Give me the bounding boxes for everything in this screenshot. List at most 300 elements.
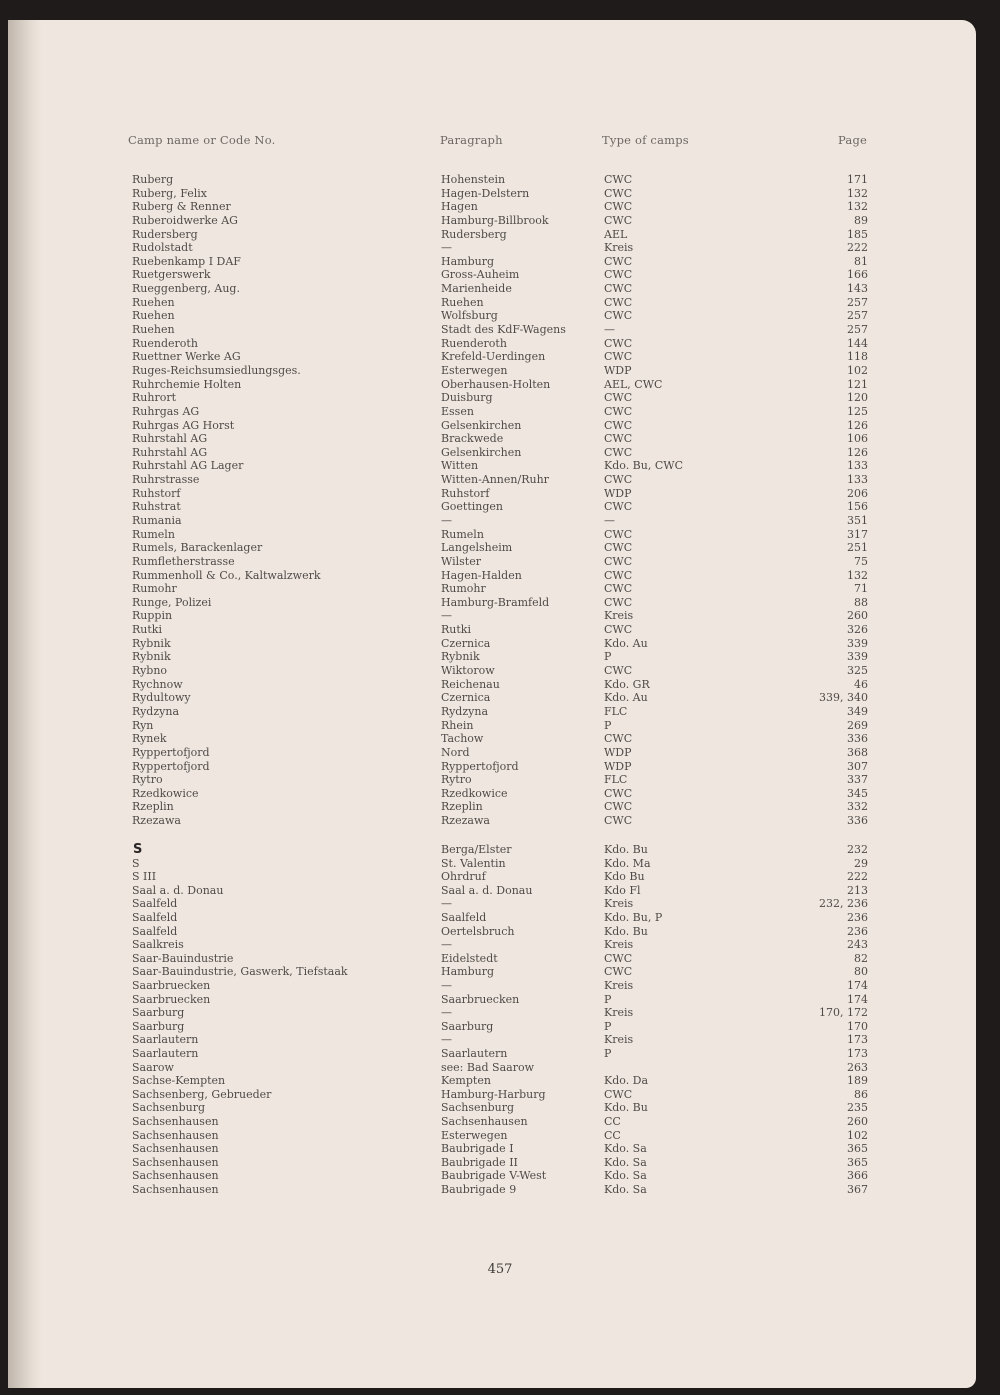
camp-type: CWC: [604, 568, 633, 582]
table-row: [0, 1183, 1000, 1197]
paragraph: Czernica: [441, 691, 491, 705]
page-ref: 236: [847, 924, 868, 938]
table-row: [0, 965, 1000, 979]
camp-name: Rybnik: [132, 636, 171, 650]
paragraph: Langelsheim: [441, 541, 513, 555]
page-ref: 339: [847, 636, 868, 650]
paragraph: Duisburg: [441, 391, 493, 405]
paragraph: Rydzyna: [441, 704, 488, 718]
paragraph: Rumeln: [441, 527, 484, 541]
paragraph: Baubrigade I: [441, 1142, 514, 1156]
table-row: [0, 1006, 1000, 1020]
paragraph: Oberhausen-Holten: [441, 377, 551, 391]
paragraph: Rumohr: [441, 582, 486, 596]
paragraph: Tachow: [441, 732, 484, 746]
camp-name: Rybno: [132, 664, 168, 678]
camp-name: Saarburg: [132, 1006, 185, 1020]
camp-name: Ruhrstahl AG: [132, 432, 208, 446]
camp-name: Ruhrort: [132, 391, 177, 405]
table-row: [0, 925, 1000, 939]
camp-type: CWC: [604, 173, 633, 186]
camp-type: CWC: [604, 268, 633, 282]
page-ref: 351: [847, 514, 868, 527]
camp-name: Saar-Bauindustrie, Gaswerk, Tiefstaak: [132, 965, 348, 979]
paragraph: Rhein: [441, 718, 474, 732]
table-row: [0, 637, 1000, 651]
page-ref: 366: [847, 1169, 868, 1183]
page-ref: 260: [847, 1115, 868, 1128]
page-ref: 257: [847, 295, 868, 309]
table-row: [0, 528, 1000, 542]
page-ref: 80: [854, 965, 868, 979]
table-row: [0, 719, 1000, 733]
camp-type: Kdo. Sa: [604, 1155, 647, 1169]
page-ref: 71: [854, 582, 868, 596]
page-ref: 143: [847, 282, 868, 296]
page-ref: 326: [847, 623, 868, 637]
camp-name: Saarlautern: [132, 1033, 199, 1047]
camp-name: Ruehen: [132, 295, 175, 309]
camp-name: Rytro: [132, 773, 163, 787]
camp-name: Rzezawa: [132, 814, 181, 828]
table-row: [0, 993, 1000, 1007]
paragraph: Rybnik: [441, 650, 480, 664]
page-ref: 173: [847, 1033, 868, 1047]
camp-name: Ruppin: [132, 609, 173, 623]
page-ref: 46: [854, 677, 868, 691]
camp-name: Sachse-Kempten: [132, 1074, 226, 1088]
camp-name: Ruhstrat: [132, 500, 181, 514]
page-ref: 337: [847, 773, 868, 787]
camp-type: CWC: [604, 582, 633, 596]
paragraph: Gross-Auheim: [441, 268, 520, 282]
page-ref: 189: [847, 1074, 868, 1088]
page-ref: 243: [847, 938, 868, 952]
camp-name: S: [132, 856, 140, 870]
camp-type: CWC: [604, 527, 633, 541]
paragraph: Sachsenburg: [441, 1101, 515, 1115]
table-row: [0, 473, 1000, 487]
camp-type: Kreis: [604, 897, 634, 911]
paragraph: Eidelstedt: [441, 951, 498, 965]
camp-name: Ryn: [132, 718, 154, 732]
camp-type: P: [604, 1019, 612, 1033]
camp-name: Sachsenburg: [132, 1101, 206, 1115]
page-ref: 349: [847, 704, 868, 718]
camp-type: CWC: [604, 541, 633, 555]
camp-type: CWC: [604, 814, 633, 828]
page-ref: 339, 340: [819, 691, 868, 705]
page-ref: 336: [847, 732, 868, 746]
paragraph: Saarbruecken: [441, 992, 520, 1006]
camp-name: Saar-Bauindustrie: [132, 951, 234, 965]
page-ref: 133: [847, 459, 868, 473]
camp-type: Kdo. Sa: [604, 1142, 647, 1156]
page-ref: 317: [847, 527, 868, 541]
table-row: [0, 255, 1000, 269]
page-ref: 75: [854, 554, 868, 568]
camp-name: Ruberoidwerke AG: [132, 213, 238, 227]
camp-type: FLC: [604, 773, 628, 787]
table-row: [0, 1074, 1000, 1088]
page-ref: 132: [847, 568, 868, 582]
header-page: Page: [838, 133, 868, 147]
camp-name: Sachsenberg, Gebrueder: [132, 1087, 272, 1101]
camp-type: CWC: [604, 623, 633, 637]
paragraph: Berga/Elster: [441, 843, 512, 856]
table-row: [0, 884, 1000, 898]
camp-type: CWC: [604, 282, 633, 296]
camp-type: CWC: [604, 391, 633, 405]
paragraph: Baubrigade V-West: [441, 1169, 547, 1183]
page-ref: 106: [847, 432, 868, 446]
table-row: [0, 555, 1000, 569]
table-row: [0, 487, 1000, 501]
table-row: [0, 1033, 1000, 1047]
camp-type: CC: [604, 1128, 621, 1142]
paragraph: Hagen-Delstern: [441, 186, 530, 200]
paragraph: Hamburg-Billbrook: [441, 213, 549, 227]
camp-type: CWC: [604, 965, 633, 979]
camp-type: P: [604, 1047, 612, 1060]
camp-type: CWC: [604, 350, 633, 364]
paragraph: Hamburg-Harburg: [441, 1087, 546, 1101]
paragraph: Oertelsbruch: [441, 924, 515, 938]
camp-type: CWC: [604, 951, 633, 965]
paragraph: Saarlautern: [441, 1047, 508, 1060]
table-row: [0, 459, 1000, 473]
paragraph: Wiktorow: [441, 664, 495, 678]
page-ref: 213: [847, 883, 868, 897]
camp-name: Sachsenhausen: [132, 1142, 219, 1156]
page-ref: 156: [847, 500, 868, 514]
table-row: [0, 337, 1000, 351]
table-row: [0, 1101, 1000, 1115]
camp-name: Ruenderoth: [132, 336, 198, 350]
header-paragraph: Paragraph: [440, 133, 503, 147]
camp-name: Rudolstadt: [132, 241, 193, 255]
table-row: [0, 705, 1000, 719]
camp-name: Runge, Polizei: [132, 595, 212, 609]
table-row: [0, 200, 1000, 214]
table-row: [0, 732, 1000, 746]
camp-type: Kdo. Au: [604, 691, 648, 705]
paragraph: Stadt des KdF-Wagens: [441, 323, 566, 337]
camp-type: P: [604, 992, 612, 1006]
paragraph: Rutki: [441, 623, 471, 637]
table-row: [0, 364, 1000, 378]
camp-type: AEL, CWC: [604, 377, 663, 391]
page-number: 457: [487, 1262, 513, 1277]
paragraph: Brackwede: [441, 432, 504, 446]
page-ref: 170, 172: [819, 1006, 868, 1020]
camp-type: CWC: [604, 786, 633, 800]
page-ref: 365: [847, 1155, 868, 1169]
table-row: [0, 760, 1000, 774]
page-ref: 307: [847, 759, 868, 773]
page-ref: 144: [847, 336, 868, 350]
table-row: [0, 228, 1000, 242]
camp-type: CWC: [604, 732, 633, 746]
table-row: [0, 870, 1000, 884]
page-ref: 251: [847, 541, 868, 555]
camp-name: Sachsenhausen: [132, 1155, 219, 1169]
table-row: [0, 323, 1000, 337]
table-row: [0, 650, 1000, 664]
page-ref: 86: [854, 1087, 868, 1101]
page-ref: 102: [847, 363, 868, 377]
camp-name: Ruberg: [132, 173, 174, 186]
camp-name: Sachsenhausen: [132, 1128, 219, 1142]
table-row: [0, 173, 1000, 187]
page-ref: 81: [854, 254, 868, 268]
page-ref: 166: [847, 268, 868, 282]
camp-type: Kdo Bu: [604, 870, 645, 884]
camp-name: Rueggenberg, Aug.: [132, 282, 240, 296]
table-row: [0, 432, 1000, 446]
table-row: [0, 609, 1000, 623]
camp-name: Ruhrchemie Holten: [132, 377, 242, 391]
table-row: [0, 938, 1000, 952]
camp-name: Ruettner Werke AG: [132, 350, 241, 364]
camp-type: WDP: [604, 486, 632, 500]
camp-name: Saarburg: [132, 1019, 185, 1033]
paragraph: Esterwegen: [441, 363, 508, 377]
camp-type: Kdo. GR: [604, 677, 650, 691]
camp-name: Saal a. d. Donau: [132, 883, 224, 897]
table-row: [0, 282, 1000, 296]
camp-name: Ruebenkamp I DAF: [132, 254, 241, 268]
camp-type: Kdo Fl: [604, 883, 641, 897]
camp-name: Rumfletherstrasse: [132, 554, 235, 568]
paragraph: Goettingen: [441, 500, 503, 514]
table-row: [0, 419, 1000, 433]
table-row: [0, 911, 1000, 925]
paragraph: Essen: [441, 404, 474, 418]
paragraph: Czernica: [441, 636, 491, 650]
camp-name: Rybnik: [132, 650, 171, 664]
camp-type: Kdo. Au: [604, 636, 648, 650]
paragraph: —: [441, 609, 452, 623]
camp-name: Rumels, Barackenlager: [132, 541, 263, 555]
page-ref: 336: [847, 814, 868, 828]
page-ref: 170: [847, 1019, 868, 1033]
camp-type: FLC: [604, 704, 628, 718]
paragraph: Witten-Annen/Ruhr: [441, 473, 549, 487]
camp-type: CC: [604, 1115, 621, 1128]
camp-name: Saarbruecken: [132, 979, 211, 992]
camp-type: Kreis: [604, 938, 634, 952]
table-row: [0, 952, 1000, 966]
paragraph: Rzeplin: [441, 800, 483, 814]
page-ref: 174: [847, 979, 868, 992]
paragraph: Marienheide: [441, 282, 512, 296]
camp-type: CWC: [604, 200, 633, 214]
page-ref: 232: [847, 843, 868, 856]
paragraph: —: [441, 897, 452, 911]
table-row: [0, 582, 1000, 596]
page-ref: 339: [847, 650, 868, 664]
paragraph: Hohenstein: [441, 173, 506, 186]
table-row: [0, 1169, 1000, 1183]
paragraph: Gelsenkirchen: [441, 445, 522, 459]
paragraph: Ruhstorf: [441, 486, 490, 500]
paragraph: Rudersberg: [441, 227, 507, 241]
table-row: [0, 378, 1000, 392]
paragraph: —: [441, 241, 452, 255]
camp-type: P: [604, 650, 612, 664]
camp-type: CWC: [604, 800, 633, 814]
camp-type: Kdo. Bu: [604, 1101, 648, 1115]
paragraph: Rytro: [441, 773, 472, 787]
camp-name: Ruehen: [132, 323, 175, 337]
header-type: Type of camps: [602, 133, 689, 147]
paragraph: Ohrdruf: [441, 870, 486, 884]
camp-type: CWC: [604, 186, 633, 200]
page-ref: 102: [847, 1128, 868, 1142]
paragraph: —: [441, 1033, 452, 1047]
camp-name: Ruetgerswerk: [132, 268, 211, 282]
camp-type: CWC: [604, 473, 633, 487]
camp-type: CWC: [604, 554, 633, 568]
table-row: [0, 1020, 1000, 1034]
camp-name: Ruhrstrasse: [132, 473, 200, 487]
camp-type: CWC: [604, 336, 633, 350]
camp-name: Rummenholl & Co., Kaltwalzwerk: [132, 568, 321, 582]
table-row: [0, 800, 1000, 814]
paragraph: St. Valentin: [441, 856, 506, 870]
paragraph: —: [441, 514, 452, 527]
table-row: [0, 1142, 1000, 1156]
paragraph: Witten: [441, 459, 479, 473]
paragraph: Hamburg: [441, 965, 495, 979]
page-ref: 222: [847, 870, 868, 884]
camp-name: Saarlautern: [132, 1047, 199, 1060]
paragraph: Esterwegen: [441, 1128, 508, 1142]
camp-type: CWC: [604, 213, 633, 227]
table-row: [0, 746, 1000, 760]
page-ref: 82: [854, 951, 868, 965]
camp-name: Rydultowy: [132, 691, 191, 705]
table-row: [0, 214, 1000, 228]
camp-name: Ruhrgas AG Horst: [132, 418, 235, 432]
camp-type: Kreis: [604, 979, 634, 992]
camp-name: Ruberg & Renner: [132, 200, 231, 214]
camp-type: WDP: [604, 745, 632, 759]
table-row: [0, 678, 1000, 692]
camp-name: Sachsenhausen: [132, 1169, 219, 1183]
camp-type: CWC: [604, 432, 633, 446]
paragraph: Hamburg-Bramfeld: [441, 595, 550, 609]
camp-name: Rumohr: [132, 582, 177, 596]
table-row: [0, 1061, 1000, 1075]
camp-name: Saalkreis: [132, 938, 184, 952]
table-row: [0, 1156, 1000, 1170]
camp-name: Rynek: [132, 732, 167, 746]
page-ref: 235: [847, 1101, 868, 1115]
page-ref: 173: [847, 1047, 868, 1060]
camp-name: Ruges-Reichsumsiedlungsges.: [132, 363, 301, 377]
page-ref: 89: [854, 213, 868, 227]
table-row: [0, 1115, 1000, 1129]
table-row: [0, 500, 1000, 514]
camp-name: Rumania: [132, 514, 182, 527]
page-ref: 257: [847, 323, 868, 337]
camp-name: Saarbruecken: [132, 992, 211, 1006]
camp-name: Saalfeld: [132, 924, 178, 938]
page-ref: 345: [847, 786, 868, 800]
page-ref: 257: [847, 309, 868, 323]
paragraph: Hagen-Halden: [441, 568, 522, 582]
camp-type: —: [604, 514, 615, 527]
paragraph: Wilster: [441, 554, 481, 568]
table-row: [0, 241, 1000, 255]
paragraph: Rzedkowice: [441, 786, 508, 800]
paragraph: Rzezawa: [441, 814, 490, 828]
table-row: [0, 1129, 1000, 1143]
camp-type: Kdo. Bu, CWC: [604, 459, 683, 473]
camp-name: S III: [132, 870, 157, 884]
paragraph: Wolfsburg: [441, 309, 498, 323]
paragraph: Saarburg: [441, 1019, 494, 1033]
page-ref: 206: [847, 486, 868, 500]
camp-type: Kdo. Bu: [604, 924, 648, 938]
paragraph: Baubrigade II: [441, 1155, 518, 1169]
camp-name: Ruberg, Felix: [132, 186, 207, 200]
table-row: [0, 268, 1000, 282]
camp-name: Sachsenhausen: [132, 1183, 219, 1196]
camp-type: Kreis: [604, 609, 634, 623]
paragraph: Ruehen: [441, 295, 484, 309]
paragraph: Krefeld-Uerdingen: [441, 350, 546, 364]
camp-type: CWC: [604, 664, 633, 678]
camp-type: Kdo. Bu, P: [604, 911, 663, 924]
paragraph: Hagen: [441, 200, 478, 214]
paragraph: Ryppertofjord: [441, 759, 519, 773]
table-row: [0, 187, 1000, 201]
page-ref: 365: [847, 1142, 868, 1156]
camp-type: CWC: [604, 595, 633, 609]
camp-name: Ruhrstahl AG Lager: [132, 459, 244, 473]
camp-name: Rzedkowice: [132, 786, 199, 800]
camp-name: Saalfeld: [132, 911, 178, 924]
table-row: [0, 350, 1000, 364]
table-row: [0, 309, 1000, 323]
camp-type: WDP: [604, 363, 632, 377]
paragraph: —: [441, 938, 452, 952]
camp-name: Rudersberg: [132, 227, 198, 241]
camp-type: Kdo. Sa: [604, 1183, 647, 1196]
camp-type: Kdo. Ma: [604, 856, 651, 870]
camp-type: CWC: [604, 1087, 633, 1101]
camp-name: Ruhrstahl AG: [132, 445, 208, 459]
camp-type: CWC: [604, 445, 633, 459]
paragraph: Hamburg: [441, 254, 495, 268]
camp-name: Rychnow: [132, 677, 183, 691]
table-row: [0, 446, 1000, 460]
camp-name: Rumeln: [132, 527, 175, 541]
camp-type: CWC: [604, 254, 633, 268]
paragraph: see: Bad Saarow: [441, 1060, 534, 1074]
camp-type: WDP: [604, 759, 632, 773]
page-ref: 260: [847, 609, 868, 623]
table-row: [0, 787, 1000, 801]
page-ref: 126: [847, 418, 868, 432]
camp-name: Ryppertofjord: [132, 745, 210, 759]
camp-type: Kdo. Sa: [604, 1169, 647, 1183]
table-row: [0, 843, 1000, 857]
camp-name: Ruhstorf: [132, 486, 181, 500]
